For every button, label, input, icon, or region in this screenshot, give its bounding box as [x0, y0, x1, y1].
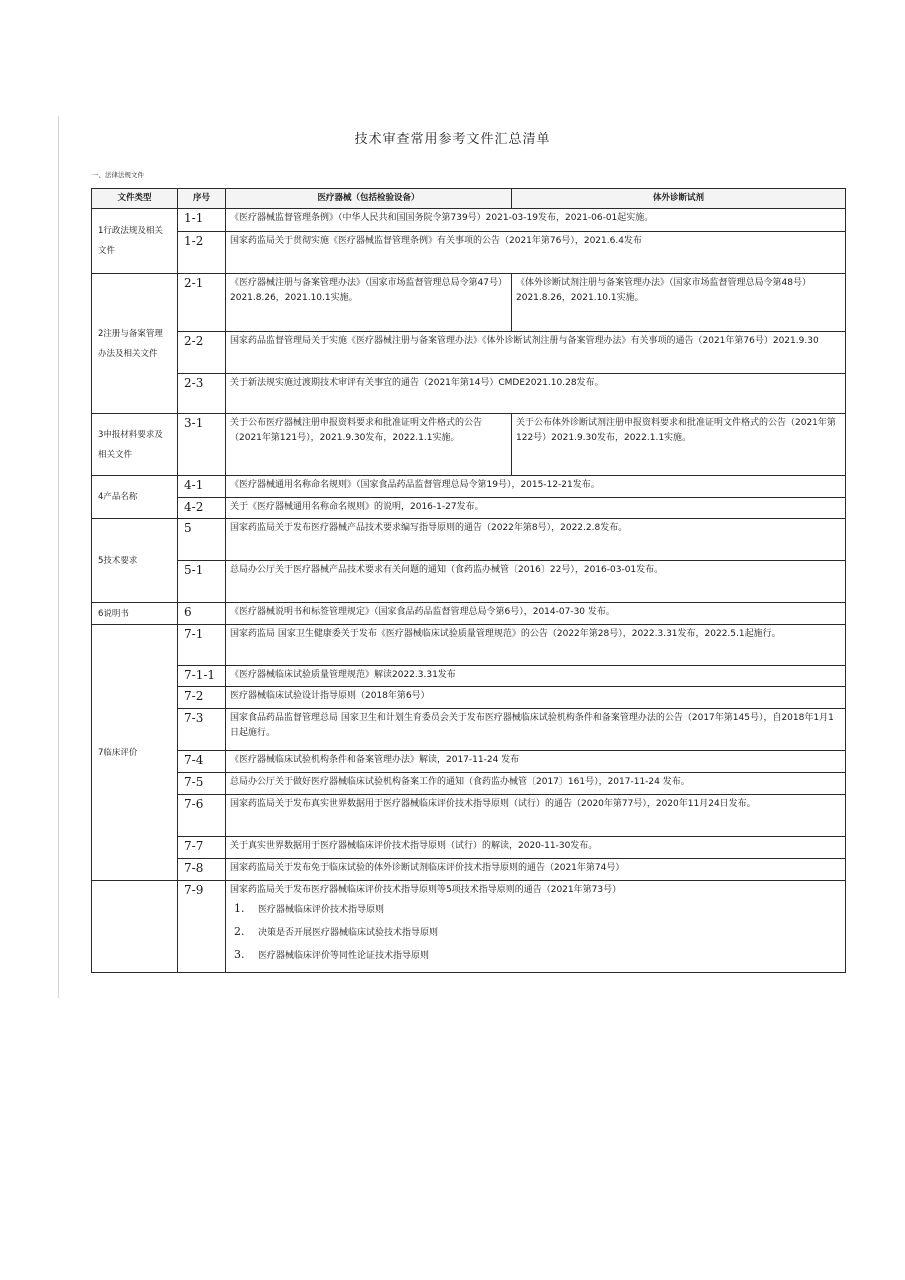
table-row [92, 561, 846, 603]
row-text: 国家药监局关于发布真实世界数据用于医疗器械临床评价技术指导原则（试行）的通告（2020年第77号），2020年11月24日发布。 [226, 795, 846, 837]
row-text: 《医疗器械临床试验机构条件和备案管理办法》解读，2017-11-24 发布 [226, 751, 846, 773]
row-text: 《医疗器械说明书和标签管理规定》（国家食品药品监督管理总局令第6号），2014-07-30 发布。 [226, 603, 846, 625]
table-row [92, 795, 846, 837]
row-text: 《医疗器械通用名称命名规则》（国家食品药品监督管理总局令第19号），2015-12-21发布。 [226, 476, 846, 498]
category-cell: 1行政法规及相关文件 [92, 209, 178, 274]
row-number: 7-8 [178, 859, 226, 881]
row-number: 7-2 [178, 687, 226, 709]
category-cell-continued [92, 881, 178, 973]
row-number: 5-1 [178, 561, 226, 603]
row-text-device: 《医疗器械注册与备案管理办法》（国家市场监督管理总局令第47号）2021.8.26，2021.10.1实施。 [226, 274, 512, 332]
row-number: 7-5 [178, 773, 226, 795]
table-row [92, 709, 846, 751]
row-number: 7-1 [178, 625, 226, 666]
list-item-number: 2. [234, 925, 245, 938]
category-cell: 6说明书 [92, 603, 178, 625]
category-cell: 3申报材料要求及相关文件 [92, 414, 178, 476]
row-text: 医疗器械临床试验设计指导原则（2018年第6号） [226, 687, 846, 709]
row-text: 总局办公厅关于做好医疗器械临床试验机构备案工作的通知（食药监办械管〔2017〕161号），2017-11-24 发布。 [226, 773, 846, 795]
row-number: 2-3 [178, 374, 226, 414]
table-row [92, 209, 846, 232]
table-row [92, 476, 846, 498]
row-number: 5 [178, 519, 226, 561]
row-text: 关于新法规实施过渡期技术审评有关事宜的通告（2021年第14号）CMDE2021.10.28发布。 [226, 374, 846, 414]
list-item-text: 医疗器械临床评价等同性论证技术指导原则 [258, 951, 430, 961]
header-device: 医疗器械（包括检验设备） [226, 189, 512, 209]
table-row [92, 773, 846, 795]
list-item [230, 944, 841, 967]
row-number: 2-2 [178, 332, 226, 374]
row-text: 国家药监局关于发布免于临床试验的体外诊断试剂临床评价技术指导原则的通告（2021年第74号） [226, 859, 846, 881]
category-cell: 2注册与备案管理办法及相关文件 [92, 274, 178, 414]
table-row [92, 332, 846, 374]
row-number: 7-1-1 [178, 666, 226, 687]
table-row [92, 687, 846, 709]
table-row [92, 414, 846, 476]
table-row [92, 603, 846, 625]
row-number: 6 [178, 603, 226, 625]
category-cell: 4产品名称 [92, 476, 178, 519]
table-row [92, 881, 846, 973]
row-number: 3-1 [178, 414, 226, 476]
row-number: 7-9 [178, 881, 226, 973]
header-number: 序号 [178, 189, 226, 209]
row-number: 4-2 [178, 498, 226, 519]
list-item-number: 1. [234, 902, 245, 915]
row-number: 7-3 [178, 709, 226, 751]
row-text: 《医疗器械临床试验质量管理规范》解读2022.3.31发布 [226, 666, 846, 687]
list-item-text: 医疗器械临床评价技术指导原则 [258, 905, 385, 915]
row-text: 关于《医疗器械通用名称命名规则》的说明，2016-1-27发布。 [226, 498, 846, 519]
row-number: 7-4 [178, 751, 226, 773]
guideline-list [230, 898, 841, 967]
row-number: 7-7 [178, 837, 226, 859]
row-text: 国家药品监督管理局关于实施《医疗器械注册与备案管理办法》《体外诊断试剂注册与备案管理办法》有关事项的通告（2021年第76号）2021.9.30 [226, 332, 846, 374]
list-item [230, 921, 841, 944]
row-text-heading: 国家药监局关于发布医疗器械临床评价技术指导原则等5项技术指导原则的通告（2021年第73号） [230, 885, 622, 895]
table-row [92, 519, 846, 561]
list-item [230, 898, 841, 921]
row-text: 《医疗器械监督管理条例》（中华人民共和国国务院令第739号）2021-03-19发布，2021-06-01起实施。 [226, 209, 846, 232]
list-item-text: 决策是否开展医疗器械临床试验技术指导原则 [258, 928, 439, 938]
table-row [92, 498, 846, 519]
row-text-device: 关于公布医疗器械注册申报资料要求和批准证明文件格式的公告（2021年第121号），2021.9.30发布，2022.1.1实施。 [226, 414, 512, 476]
table-row [92, 837, 846, 859]
row-text: 国家食品药品监督管理总局 国家卫生和计划生育委员会关于发布医疗器械临床试验机构条件和备案管理办法的公告（2017年第145号），自2018年1月1日起施行。 [226, 709, 846, 751]
row-text: 国家药监局 国家卫生健康委关于发布《医疗器械临床试验质量管理规范》的公告（2022年第28号），2022.3.31发布，2022.5.1起施行。 [226, 625, 846, 666]
table-row [92, 374, 846, 414]
category-cell: 7临床评价 [92, 625, 178, 881]
row-text: 国家药监局关于贯彻实施《医疗器械监督管理条例》有关事项的公告（2021年第76号），2021.6.4发布 [226, 232, 846, 274]
list-item-number: 3. [234, 948, 245, 961]
row-number: 4-1 [178, 476, 226, 498]
row-number: 1-2 [178, 232, 226, 274]
table-row [92, 274, 846, 332]
table-row [92, 666, 846, 687]
table-row [92, 625, 846, 666]
table-row [92, 751, 846, 773]
row-number: 7-6 [178, 795, 226, 837]
row-text-ivd: 《体外诊断试剂注册与备案管理办法》（国家市场监督管理总局令第48号）2021.8.26，2021.10.1实施。 [512, 274, 846, 332]
document-title: 技术审查常用参考文件汇总清单 [354, 132, 551, 147]
table-header-row [92, 189, 846, 209]
row-text [226, 881, 846, 973]
table-row [92, 859, 846, 881]
row-number: 1-1 [178, 209, 226, 232]
table-row [92, 232, 846, 274]
row-text-ivd: 关于公布体外诊断试剂注册申报资料要求和批准证明文件格式的公告（2021年第122号）2021.9.30发布，2022.1.1实施。 [512, 414, 846, 476]
row-text: 总局办公厅关于医疗器械产品技术要求有关问题的通知（食药监办械管〔2016〕22号），2016-03-01发布。 [226, 561, 846, 603]
margin-rule [58, 116, 59, 998]
section-heading: 一、法律法规文件 [92, 171, 144, 179]
reference-table [91, 188, 846, 973]
category-cell: 5技术要求 [92, 519, 178, 603]
row-text: 国家药监局关于发布医疗器械产品技术要求编写指导原则的通告（2022年第8号），2022.2.8发布。 [226, 519, 846, 561]
header-ivd: 体外诊断试剂 [512, 189, 846, 209]
row-text: 关于真实世界数据用于医疗器械临床评价技术指导原则（试行）的解读，2020-11-30发布。 [226, 837, 846, 859]
header-category: 文件类型 [92, 189, 178, 209]
row-number: 2-1 [178, 274, 226, 332]
